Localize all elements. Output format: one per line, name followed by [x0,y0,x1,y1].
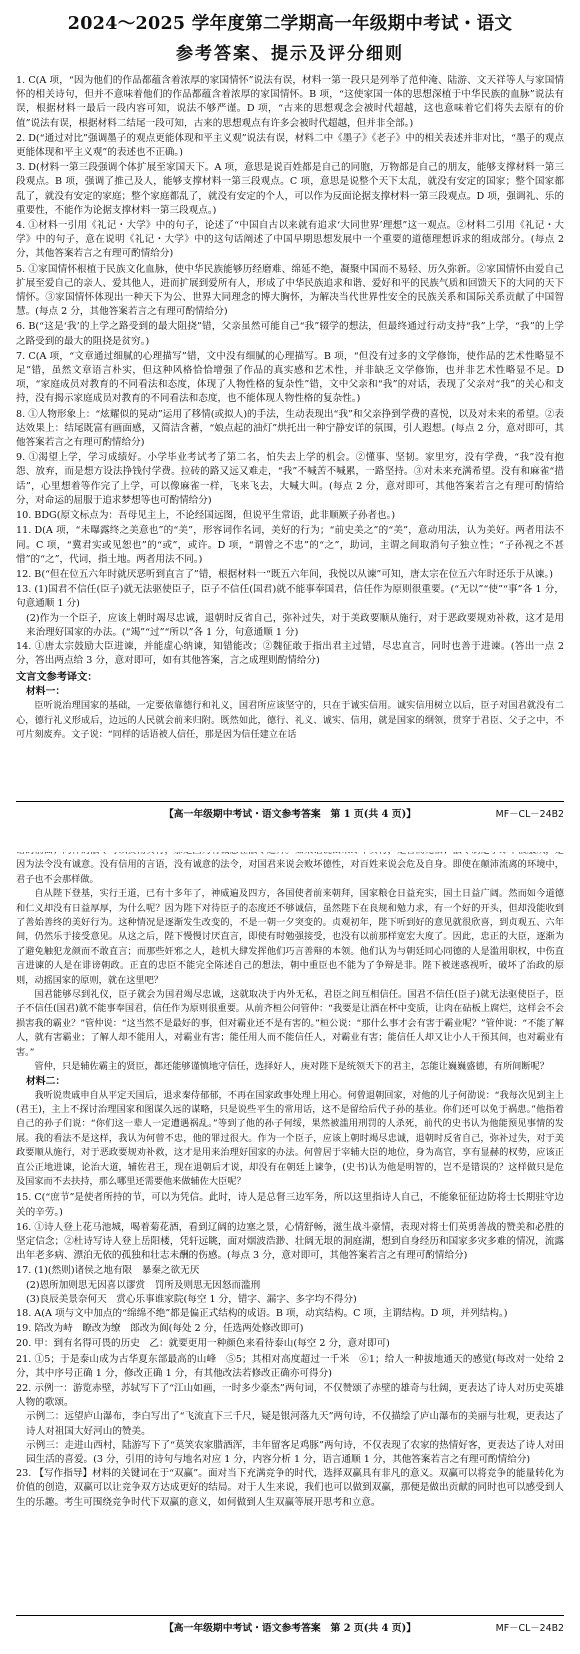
translation-paragraph: 我听说贵戚申自从平定天国后，退求秦侍郁郁，不再在国家政事处理上用心。何曾退朝回家，对他的儿子何劭说：“我每次见到主上(君王)，主上不探讨治理国家和图谋久远的谋略，只是说些平生的常用话，这不是留给后代子孙的基业。你们还可以免于祸患。”他指着自己的孙子们说：“你们这一辈人一定遭遇祸乱。”等到了他的孙子何绥，果然被滥用刑罚的人杀死，前代的史书认为他能预见事情的发展。我的看法不是这样，我认为何曾不忠，他的罪过很大。作为一个臣子，应该上朝时竭尽忠诚，退朝时反省自己，弥补过失，对于美政要顺从施行，对于恶政要规劝补救，这才是用来治理好国家的办法。何曾居于宰辅大臣的地位，身为高官，享有显赫的权势，应该正直公正地进谏，论治大道，辅佐君王，现在退朝后才说，却没有在朝廷上谏争，(史书)认为他是明智的，岂不是错误的？这样做只是危及国家而不去扶持，那么哪里还需要他来做辅佐大臣呢？ [16,1089,564,1187]
material-1-label: 材料一： [26,686,66,698]
page-1-content [16,0,564,840]
answer-item: 8. ①人物形象上：“炫耀似的晃动”运用了移情(或拟人)的手法，生动表现出“我”和父亲挣到学费的喜悦，以及对未来的希望。②表达效果上：结尾既富有画面感，又简洁含蓄，“娘点起的油灯”烘托出一种宁静安详的氛围，引人遐想。(每点 2 分，意对即可，其他答案若言之有理可酌情给分) [16,408,564,449]
answer-page-2 [0,840,580,1654]
answer-item: 14. ①唐太宗鼓励大臣进谏，并能虚心纳谏，知错能改；②魏征敢于指出君主过错，尽忠直言，同时也善于进谏。(答出一点 2 分，答出两点给 3 分，意对即可，如有其他答案，言之成理则酌情给分) [16,640,564,667]
answer-item: 21. ①5；于是泰山成为古华夏东部最高的山峰 ⑤5；其相对高度超过一千米 ⑥1；给人一种拔地通天的感觉(每改对一处给 2 分，其中序号正确 1 分，修改正确 1 分，有其他改法若修改正确亦可得分) [16,1353,564,1379]
footer-page-label: 【高一年级期中考试・语文参考答案 第 2 页(共 4 页)】 [163,1623,417,1634]
answer-item: 17. (1)(然则)诸侯之地有限 暴秦之欲无厌 [16,1265,200,1277]
exam-title: 2024～2025 学年度第二学期高一年级期中考试・语文 [67,14,513,34]
answer-item: 23. 【写作指导】材料的关键词在于“双赢”。面对当下充满竞争的时代，选择双赢具有非凡的意义。双赢可以将竞争的能量转化为价值的创造，双赢可以让竞争双方达成更好的结局。对于人生来说，我们也可以做到双赢，那便是做出贡献的同时也可以感受到人生的乐趣。考生可围绕竞争时代下双赢的意义，如何做到人生双赢等展开思考和立意。 [16,1468,564,1508]
page-2-footer [16,1615,564,1636]
translation-paragraph: 自从陛下登基，实行王道，已有十多年了，神威遍及四方，各国使者前来朝拜，国家粮仓日益充实，国土日益广阔。然而如今道德和仁义却没有日益厚厚，为什么呢？因为陛下对待臣子的态度还不够诚信，虽然陛下在良规和勉力求，有一个好的开头，但却没能收到了善始善终的美好行为。这种情况是逐渐发生改变的，不是一朝一夕突变的。贞观初年，陛下听到好的意见就很欣喜，到贞观五、六年间，仍然乐于接受意见。从这之后，陛下慢慢讨厌直言，即使有时勉强接受，也没有以前那样宽宏大度了。因此，忠正的大臣，逐渐为了避免触犯龙颜而不敢直言；而那些奸邪之人，趁机大肆发挥他们巧言善辩的本领。他们认为与朝廷同心同德的人是滥用职权，中伤直言进谏的人是在诽谤朝政。正直的忠臣不能完全陈述自己的想法，朝中重臣也不能为了争辩是非。陛下被迷惑视听，破坏了治政的原则，动摇国家的原则，就在这里吧？ [16,888,564,986]
answer-item: 5. ①家国情怀根植于民族文化血脉，使中华民族能够历经磨难、绵延不绝，凝聚中国而不易轻、历久弥新。②家国情怀由爱自己扩展至爱自己的亲人、爱其他人，进而扩展到爱所有人，形成了中华民族追求和谐、爱好和平的民族气质和回馈天下的大同的天下情怀。③家国情怀体现出一种天下为公、世界大同理念的博大胸怀，为解决当代世界性安全的民族关系和国际关系贡献了中国智慧。(每点 2 分，其他答案若言之有理可酌情给分) [16,263,564,318]
page-gap [0,826,580,852]
translation-paragraph: 管仲，只是辅佐霸主的贤臣，都还能够谨慎地守信任，选择好人，庚对陛下是统领天下的君主，怎能让巍巍盛德，有所间断呢？ [34,1061,549,1073]
translation-paragraph: 臣听说治理国家的基础，一定要依靠德行和礼义，国君所应该坚守的，只在于诚实信用。诚实信用树立以后，臣子对国君就没有二心，德行礼义形成后，边远的人民就会前来归附。既然如此，德行、礼义、诚实、信用，就是国家的纲领，贯穿于君臣、父子之中，不可片刻废弃。文子说：“同样的话语被人信任，那是因为信任建立在话 [16,700,564,741]
answer-item: 22. 示例一：游览赤壁，苏轼写下了“江山如画，一时多少豪杰”两句词，不仅赞颂了赤壁的雄奇与壮阔，更表达了诗人对历史英雄人物的歌颂。 [16,1382,564,1409]
answer-item: 12. B(“但在位五六年时就厌恶听到直言了”错，根据材料一“既五六年间，我悦以从谏”可知，唐太宗在位五六年时还乐于从谏。) [16,568,553,580]
answer-item: 4. ①材料一引用《礼记・大学》中的句子，论述了“中国自古以来就有追求‘大同世界’理想”这一观点。②材料二引用《礼记・大学》中的句子，意在说明《礼记・大学》中的这句话阐述了中国早期思想发展中一个重要的道德理想诉求的组成部分。(每点 2 分，其他答案若言之有理可酌情给分) [16,220,564,260]
page-1-footer [16,801,564,822]
answer-item: 11. D(A 项，“未曝露终之美意也”的“美”，形容词作名词，美好的行为；“前史美之”的“美”，意动用法，认为美好。两者用法不同。C 项，“冀君实或见恕也”的“或”，或许。D 项，“谓曾之不忠”的“之”，助词，主谓之间取消句子独立性；“子孙视之不甚惜”的“之”，代词，指土地。两者用法不同。) [16,525,564,565]
answer-item: 10. BDG(原文标点为：吾母见主上，不论经国远图，但说平生常语，此非顺厥子孙者也。) [16,510,396,522]
answer-item: 13. (1)国君不信任(臣子)就无法驱使臣子，臣子不信任(国君)就不能事奉国君，信任作为原则很重要。(“无以”“使”“事”各 1 分，句意通顺 1 分) [16,584,564,610]
answer-subitem: 示例三：走进山西村，陆游写下了“莫笑农家腊酒浑，丰年留客足鸡豚”两句诗，不仅表现了农家的热情好客，更表达了诗人对田园生活的喜爱。(3 分，引用的诗句与地名对应 1 分，内容分析 1 分，语言通顺 1 分，其他答案若言之有理可酌情给分) [26,1439,564,1465]
translation-paragraph: 国君能够尽到礼仪，臣子就会为国君竭尽忠诚，这就取决于内外无私，君臣之间互相信任。国君不信任(臣子)就无法驱使臣子，臣子不信任(国君)就不能事奉国君，信任作为原则很重要。从前齐桓公问管仲：“我要是让酒在杯中变质，让肉在砧板上腐烂，这样会不会损害我的霸业？”管仲说：“这当然不是最好的事，但对霸业还不是有害的。”桓公说：“那什么事才会有害于霸业呢？”管仲说：“不能了解人，就有害霸业；了解人却不能用人，对霸业有害；能任用人而不能信任人，对霸业有害；能信任人却又让小人干预其间，也对霸业有害。” [16,989,564,1058]
material-2-label: 材料二： [26,1075,66,1087]
answer-item: 7. C(A 项，“文章通过细腻的心理描写”错，文中没有细腻的心理描写。B 项，“但没有过多的文学修饰，使作品的艺术性略显不足”错，虽然文章语言朴实，但这种风格恰恰增强了作品的真实感和艺术性，并非缺乏文学修饰，也并非艺术性略显不足。D 项，“家庭成员对教育的不同看法和态度，体现了人物性格的复杂性”错，文中父亲和“我”的对话，表现了父亲对“我”的关心和支持，没有揭示家庭成员对教育的不同看法和态度，也不能体现人物性格的复杂性。) [16,350,564,405]
exam-subtitle: 参考答案、提示及评分细则 [176,44,404,64]
answer-item: 20. 甲：到有名得可畏的历史 乙：就要更用一种颜色来看待泰山(每空 2 分，意对即可) [16,1338,390,1350]
translation-paragraph: 因为法令没有诚意。没有信用的言语，没有诚意的法令，对国君来说会败坏德性，对百姓来说会危及自身。即使在颠沛流离的环境中，君子也不会那样做。 [16,859,564,885]
footer-code: MF－CL－24B2 [495,809,564,820]
answer-subitem: (2)恩所加则思无因喜以谬赏 罚所及则思无因怒而滥刑 [26,1279,261,1291]
answer-subitem: (3)良辰美景奈何天 赏心乐事谁家院(每空 1 分，错字、漏字、多字均不得分) [26,1293,357,1305]
answer-item: 1. C(A 项，“因为他们的作品都蕴含着浓厚的家国情怀”说法有误，材料一第一段只是列举了范仲淹、陆游、文天祥等人与家国情怀的相关诗句，但并不意味着他们的作品都蕴含着浓厚的家国情怀。B 项，“这使家国一体的思想深植于中华民族的血脉”说法有误，根据材料一最后一段内容可知，说法不够严谨。D 项，“古来的思想观念会被时代超越，这也意味着它们将失去原有的价值”说法有误，根据材料二结尾一段可知，古来的思想观点有许多会被时代超越，但并非全部。) [16,75,564,129]
answer-item: 15. C(“庶节”是使者所持的节，可以为凭信。此时，诗人是总督三边军务，所以这里指诗人自己，不能象征征边防将士长期驻守边关的辛劳。) [16,1192,564,1218]
answer-item: 6. B(“这是‘我’的上学之路受到的最大阻挠”错，父亲虽然可能自己“我”辍学的想法，但最终通过行动支持“我”上学，“我”的上学之路受到的最大的阻挠是贫穷。) [16,321,564,347]
answer-list-page-1 [16,74,564,668]
translation-heading: 文言文参考译文： [16,671,98,684]
answer-list-page-2 [16,1191,564,1509]
answer-item: 3. D(材料一第三段强调个体扩展至家国天下。A 项，意思是说百姓都是自己的同胞，万物都是自己的朋友，能够支撑材料一第三段观点。B 项，强调了推己及人，能够支撑材料一第三段观点。C 项，意思是说整个天下太乱，就没有安定的国家；整个国家都乱了，就没有安定的家庭；整个家庭都乱了，就没有安定的个人，可以作为反面论据支撑材料一第三段观点。D 项，强调礼、乐的重要性，不能作为论据支撑材料一第三段观点。) [16,162,564,216]
answer-item: 16. ①诗人登上花马池城，喝着菊花酒，看到辽阔的边塞之景，心情舒畅，滋生战斗豪情，表现对将士们英勇善战的赞美和必胜的坚定信念；②杜诗写诗人登上岳阳楼，凭轩远眺，面对烟波浩渺、壮阔无垠的洞庭湖，想到自身经历和国家多灾多难的情况，流露出年老多病、漂泊无依的孤独和壮志未酬的伤感。(每点 3 分，意对即可，其他答案若言之有理可酌情给分) [16,1221,564,1262]
page-2-content [16,844,564,1654]
footer-code: MF－CL－24B2 [495,1623,564,1634]
footer-page-label: 【高一年级期中考试・语文参考答案 第 1 页(共 4 页)】 [163,809,417,820]
answer-item: 18. A(A 项与文中加点的“绵绵不绝”都是偏正式结构的成语。B 项，动宾结构。C 项，主谓结构。D 项，并列结构。) [16,1307,508,1319]
answer-item: 19. 陪改为峙 瞭改为缭 郎改为阆(每处 2 分，任选两处修改即可) [16,1323,304,1335]
answer-item: 9. ①渴望上学，学习成绩好。小学毕业考试考了第二名，怕失去上学的机会。②懂事、坚韧。家里穷，没有学费，“我”没有抱怨、放弃，而是想方设法挣钱付学费。拉砖的路又远又难走，“我”不喊苦不喊累，一路坚持。③对未来充满希望。没有和麻雀“措话”，心里想着等作完了上学，可以像麻雀一样，飞来飞去，大喊大叫。(每点 2 分，意对即可，其他答案若言之有理可酌情给分，对命运的屈服于追求梦想等也可酌情给分) [16,452,564,506]
answer-subitem: (2)作为一个臣子，应该上朝时竭尽忠诚，退朝时反省自己，弥补过失，对于美政要顺从施行，对于恶政要规劝补救，这才是用来治理好国家的办法。(“竭”“过”“所以”各 1 分，句意通顺 1 分) [26,612,564,638]
answer-item: 2. D(“通过对比”强调墨子的观点更能体现和平主义观”说法有误，材料二中《墨子》《老子》中的相关表述并非对比，“墨子的观点更能体现和平主义观”的表述也不正确。) [16,132,564,159]
answer-subitem: 示例二：远望庐山瀑布，李白写出了“飞流直下三千尺，疑是银河落九天”两句诗，不仅描绘了庐山瀑布的美丽与壮观，更表达了诗人对祖国大好河山的赞美。 [26,1411,564,1437]
